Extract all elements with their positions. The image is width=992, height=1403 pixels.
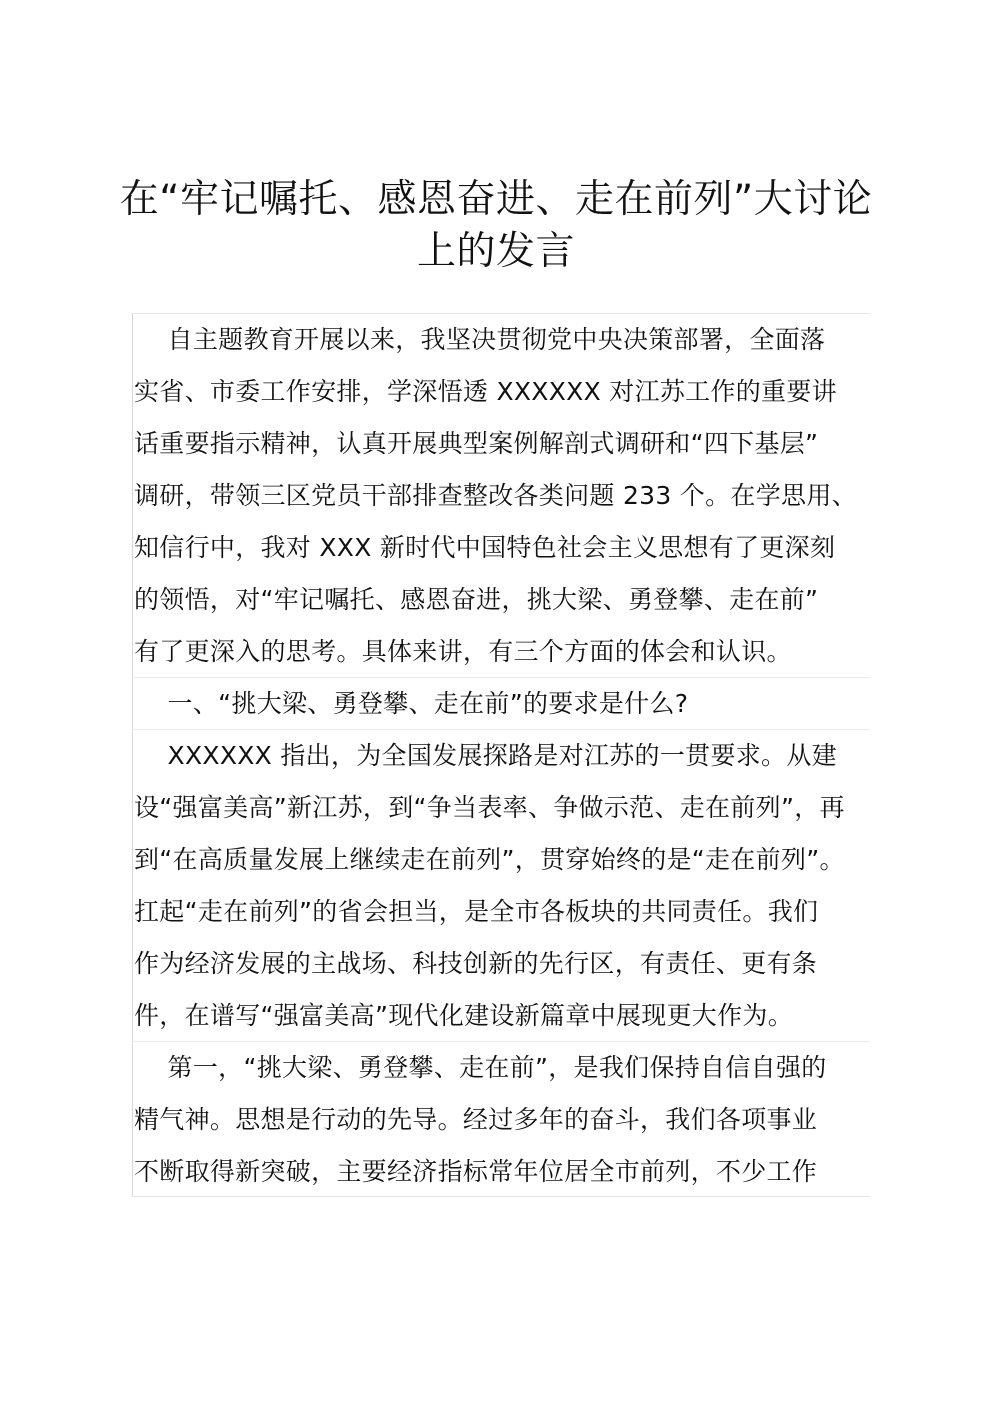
body-text-line: 件，在谱写“强富美高”现代化建设新篇章中展现更大作为。 (134, 1001, 794, 1030)
body-text-line: 第一，“挑大梁、勇登攀、走在前”，是我们保持自信自强的 (134, 1053, 827, 1082)
body-text-line: 的领悟，对“牢记嘱托、感恩奋进，挑大梁、勇登攀、走在前” (134, 585, 819, 614)
body-text-line: 设“强富美高”新江苏，到“争当表率、争做示范、走在前列”，再 (134, 793, 845, 822)
body-text-line: 扛起“走在前列”的省会担当，是全市各板块的共同责任。我们 (134, 897, 819, 926)
document-title-line-1: 在“牢记嘱托、感恩奋进、走在前列”大讨论 (119, 177, 873, 222)
body-text-line: 自主题教育开展以来，我坚决贯彻党中央决策部署，全面落 (134, 325, 826, 354)
body-text-line: 有了更深入的思考。具体来讲，有三个方面的体会和认识。 (134, 637, 792, 666)
body-text-line: 不断取得新突破，主要经济指标常年位居全市前列，不少工作 (134, 1157, 818, 1186)
body-text-line: 实省、市委工作安排，学深悟透 XXXXXX 对江苏工作的重要讲 (134, 377, 837, 406)
section-heading: 一、“挑大梁、勇登攀、走在前”的要求是什么? (134, 689, 689, 718)
body-text-line: 调研，带领三区党员干部排查整改各类问题 233 个。在学思用、 (134, 481, 857, 510)
body-text-line: 话重要指示精神，认真开展典型案例解剖式调研和“四下基层” (134, 429, 819, 458)
paragraph-divider (132, 1041, 870, 1042)
body-text-line: 作为经济发展的主战场、科技创新的先行区，有责任、更有条 (134, 949, 818, 978)
document-title-line-2: 上的发言 (416, 229, 575, 274)
body-text-line: XXXXXX 指出，为全国发展探路是对江苏的一贯要求。从建 (134, 741, 837, 770)
body-text-line: 知信行中，我对 XXX 新时代中国特色社会主义思想有了更深刻 (134, 533, 836, 562)
paragraph-divider (132, 677, 870, 678)
paragraph-divider (132, 729, 870, 730)
body-text-line: 精气神。思想是行动的先导。经过多年的奋斗，我们各项事业 (134, 1105, 818, 1134)
body-text-line: 到“在高质量发展上继续走在前列”，贯穿始终的是“走在前列”。 (134, 845, 845, 874)
